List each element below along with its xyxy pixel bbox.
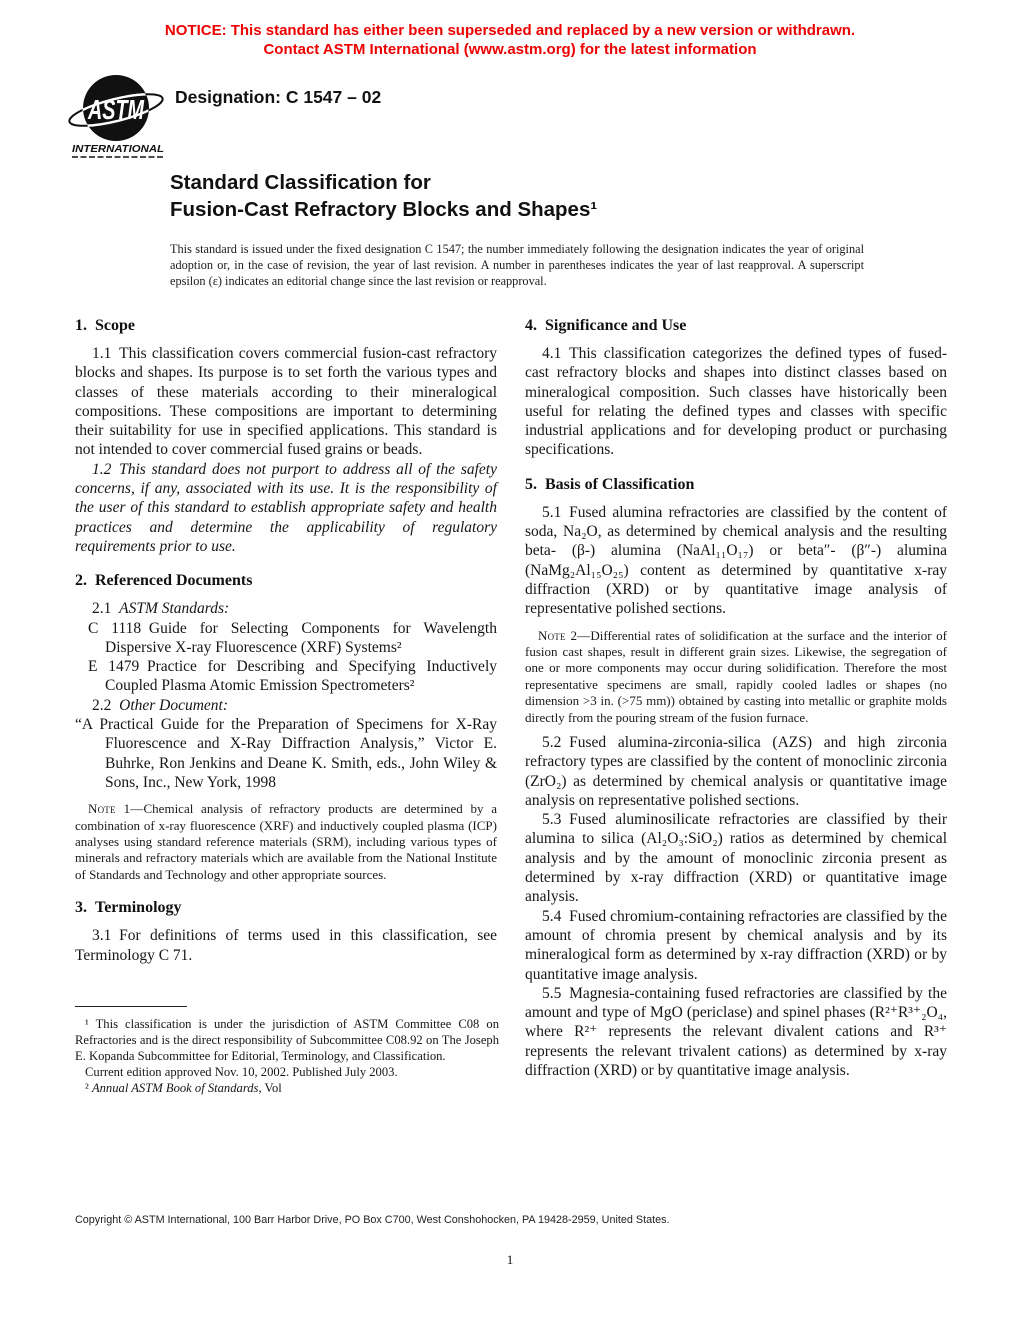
paragraph-4-1: 4.1 This classification categorizes the defined types of fused-cast refractory blocks and shapes into distinct classes based on mineralogical composition. Such classes have historically been useful for relating the defined types and classes with specific industrial applications and for developing product or purchasing specifications. [525, 345, 947, 459]
logo-international-text: INTERNATIONAL [72, 144, 164, 155]
astm-logo [66, 72, 170, 162]
paragraph-2-2 [92, 696, 497, 715]
footnote-2-marker: ² [85, 1080, 92, 1095]
notice-line-2: Contact ASTM International (www.astm.org) for the latest information [263, 41, 757, 58]
reference-e1479: E 1479 Practice for Describing and Specifying Inductively Coupled Plasma Atomic Emission Spectrometers² [88, 658, 497, 695]
supersession-notice [0, 21, 1020, 59]
reference-c1118: C 1118 Guide for Selecting Components for Wavelength Dispersive X-ray Fluorescence (XRF) Systems² [88, 619, 497, 656]
title-line-2: Fusion-Cast Refractory Blocks and Shapes¹ [170, 198, 598, 221]
section-1-heading: 1. Scope [75, 317, 135, 334]
section-3-heading: 3. Terminology [75, 899, 182, 917]
page-title [170, 169, 870, 223]
footnote-2 [75, 1081, 499, 1097]
left-column [75, 316, 497, 1080]
section-4-heading: 4. Significance and Use [525, 317, 687, 334]
right-column [525, 316, 947, 1080]
standard-preamble: This standard is issued under the fixed designation C 1547; the number immediately following the designation indicates the year of original adoption or, in the case of revision, the year of last revision. A number in parentheses indicates the year of last reapproval. A superscript epsilon (ε) indicates an editorial change since the last revision or reapproval. [170, 242, 864, 288]
paragraph-2-1-number: 2.1 [92, 600, 120, 618]
paragraph-1-1: 1.1 This classification covers commercial fusion-cast refractory blocks and shapes. Its purpose is to set forth the various types and classes of these materials according to their mineralogical compositions. These compositions are important to determining their suitability for use in specified applications. This standard is not intended to cover commercial fused grains or beads. [75, 345, 497, 459]
section-2-heading: 2. Referenced Documents [75, 572, 253, 590]
paragraph-5-2: 5.2 Fused alumina-zirconia-silica (AZS) and high zirconia refractory types are classified by the content of monoclinic zirconia (ZrO₂) as determined by chemical analysis or quantitative image analysis on representative polished sections. [525, 734, 947, 809]
footnote-edition: Current edition approved Nov. 10, 2002. Published July 2003. [85, 1064, 398, 1079]
paragraph-2-2-label: Other Document: [119, 696, 229, 714]
paragraph-3-1: 3.1 For definitions of terms used in this classification, see Terminology C 71. [75, 927, 497, 964]
astm-logo-icon [66, 72, 170, 162]
page-number: 1 [506, 1252, 514, 1267]
note-1 [75, 801, 497, 883]
note-2-text: Differential rates of solidification at the surface and the interior of fusion cast shapes, result in different grain sizes. Likewise, the segregation of one or more components may occur during solidification. Therefore the most representative specimens are small, rapidly cooled ladles or shapes (no dimension >3 in. (>75 mm)) obtained by casting into metallic or graphite molds directly from the pouring stream of the fusion furnace. [525, 627, 947, 725]
copyright-line: Copyright © ASTM International, 100 Barr Harbor Drive, PO Box C700, West Conshohocken, PA 19428-2959, United States. [75, 1214, 670, 1226]
paragraph-5-4: 5.4 Fused chromium-containing refractories are classified by the amount of chromia present by chemical analysis and by its mineralogical form as determined by x-ray diffraction (XRD) or by quantitative image analysis. [525, 907, 947, 983]
reference-practical-guide: “A Practical Guide for the Preparation of Specimens for X-Ray Fluorescence and X-Ray Diffraction Analysis,” Victor E. Buhrke, Ron Jenkins and Deane K. Smith, eds., John Wiley & Sons, Inc., New York, 1998 [75, 716, 497, 791]
paragraph-5-5: 5.5 Magnesia-containing fused refractories are classified by the amount and type of MgO (periclase) and spinel phases (R²⁺R³⁺₂O₄, where R²⁺ represents the relevant divalent cations and R³⁺ represents the relevant trivalent cations) as determined by x-ray diffraction (XRD) or by quantitative image analysis. [525, 984, 947, 1080]
paragraph-2-1-label: ASTM Standards: [119, 600, 230, 618]
title-line-1: Standard Classification for [170, 171, 431, 194]
note-2-label: Note 2— [538, 627, 591, 643]
footnote-2-title: Annual ASTM Book of Standards [91, 1080, 259, 1095]
designation-label: Designation: C 1547 – 02 [175, 87, 382, 107]
note-1-label: Note 1— [88, 801, 144, 817]
note-2 [525, 628, 947, 726]
notice-line-1: NOTICE: This standard has either been superseded and replaced by a new version or withdrawn. [164, 22, 856, 39]
paragraph-5-3: 5.3 Fused aluminosilicate refractories are classified by their alumina to silica (Al₂O₃:SiO₂) ratios as determined by chemical analysis and by the amount of monoclinic zirconia present as determined by x-ray diffraction (XRD) or quantitative image analysis. [525, 811, 947, 906]
section-5-heading: 5. Basis of Classification [525, 475, 695, 493]
paragraph-1-2: 1.2 This standard does not purport to address all of the safety concerns, if any, associated with its use. It is the responsibility of the user of this standard to establish appropriate safety and health practices and determine the applicability of regulatory requirements prior to use. [75, 460, 497, 555]
note-1-text: Chemical analysis of refractory products are determined by a combination of x-ray fluorescence (XRF) and inductively coupled plasma (ICP) analyses using standard reference materials (SRM), including various types of minerals and refractory materials which are available from the National Institute of Standards and Technology and other appropriate sources. [75, 801, 497, 882]
paragraph-2-1 [92, 599, 497, 618]
footnotes-block [75, 1006, 499, 1097]
paragraph-2-2-number: 2.2 [92, 696, 120, 714]
paragraph-5-1: 5.1 Fused alumina refractories are classified by the content of soda, Na₂O, as determined by chemical analysis and the resulting beta- (β-) alumina (NaAl₁₁O₁₇) or beta″- (β″-) alumina (NaMg₂Al₁₅O₂₅) content as determined by quantitative x-ray diffraction (XRD) or by quantitative image analysis of representative polished sections. [525, 503, 947, 618]
logo-astm-text: ASTM [87, 94, 145, 125]
footnote-1: ¹ This classification is under the jurisdiction of ASTM Committee C08 on Refractories and is the direct responsibility of Subcommittee C08.92 on The Joseph E. Kopanda Subcommittee for Editorial, Terminology, and Classification. [75, 1017, 499, 1063]
footnote-2-tail: , Vol [258, 1080, 282, 1095]
document-body [75, 316, 947, 1080]
footnote-divider [75, 1006, 187, 1007]
